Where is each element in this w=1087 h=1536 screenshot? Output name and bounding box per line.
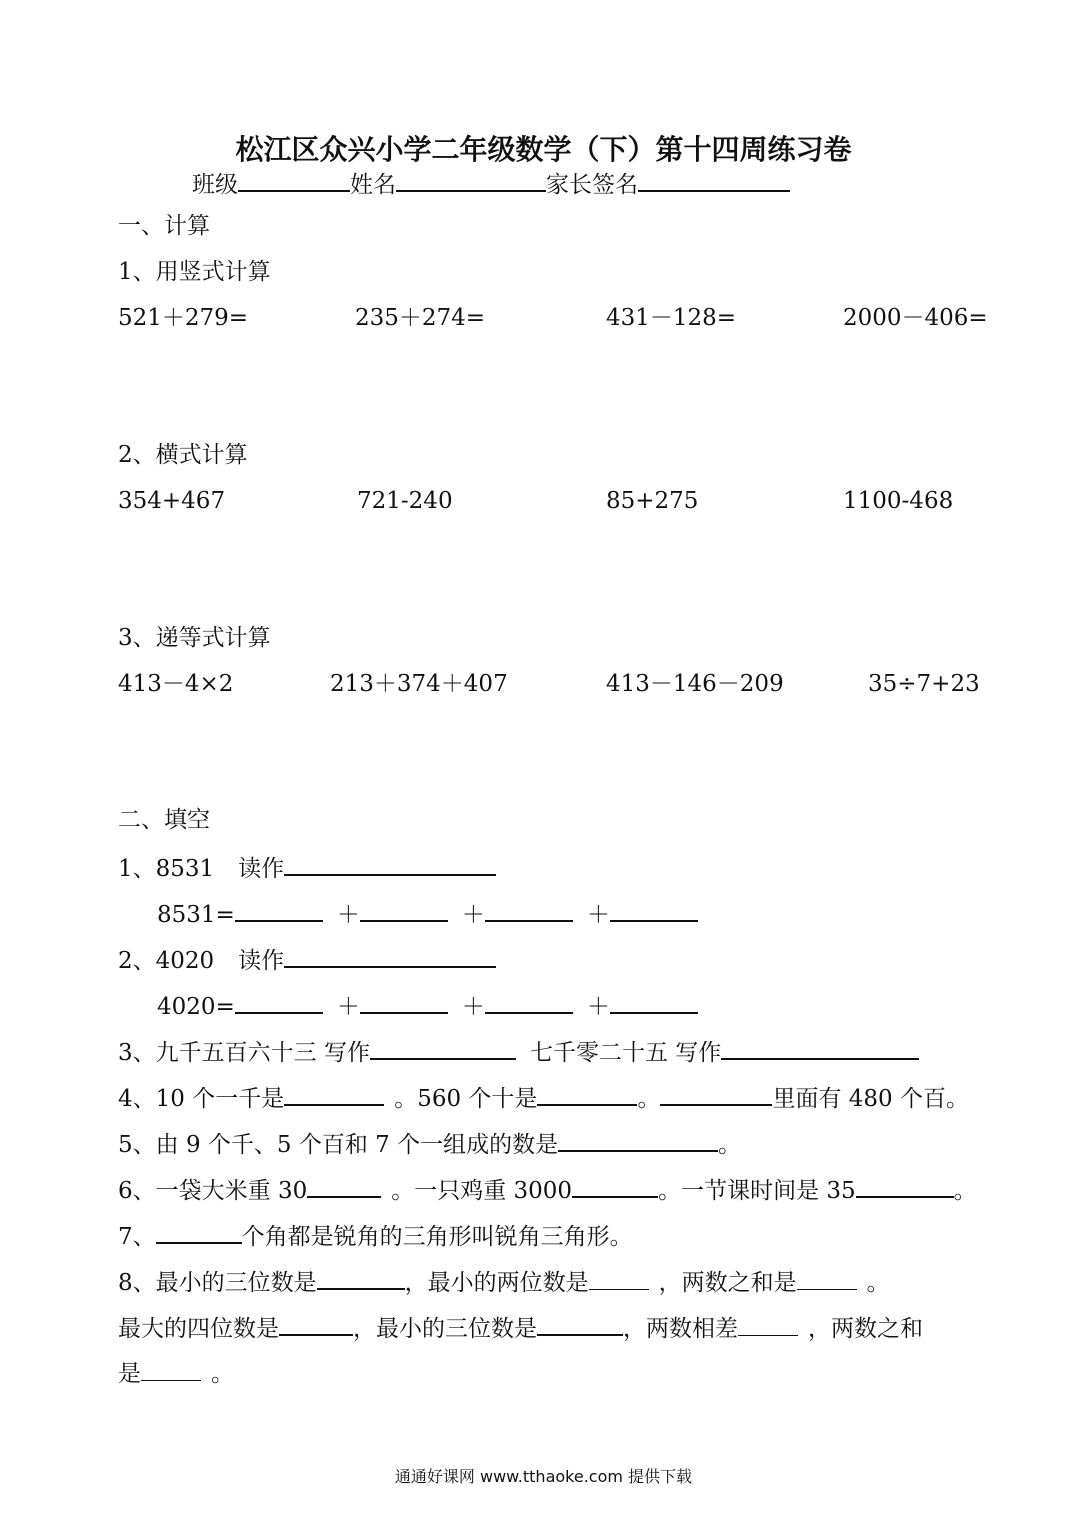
class-label: 班级 <box>192 172 238 198</box>
fill-8-text: ，最小的两位数是 <box>404 1270 589 1296</box>
plus-sign: ＋ <box>461 902 485 928</box>
q2-item: 354+467 <box>118 488 226 514</box>
fill-8-text: ，两数之和 <box>808 1316 923 1342</box>
plus-sign: ＋ <box>461 994 485 1020</box>
fill-1-read <box>118 852 496 883</box>
fill-8-text: 。 <box>211 1361 234 1387</box>
fill-8-text: ，两数相差 <box>623 1316 738 1342</box>
q3-item: 413－4×2 <box>118 671 234 697</box>
fill-2-number: 2、4020 <box>118 948 215 974</box>
answer-blank[interactable] <box>572 1174 658 1198</box>
fill-8 <box>118 1266 890 1297</box>
answer-blank[interactable] <box>738 1313 798 1336</box>
answer-blank[interactable] <box>141 1358 201 1381</box>
q3-item: 213＋374＋407 <box>330 671 508 697</box>
fill-2-expand <box>157 990 698 1021</box>
fill-8-text: 8、最小的三位数是 <box>118 1270 317 1296</box>
plus-sign: ＋ <box>336 902 360 928</box>
q2-item: 1100-468 <box>843 488 954 514</box>
fill-7 <box>118 1220 633 1251</box>
plus-sign: ＋ <box>586 994 610 1020</box>
fill-1-number: 1、8531 <box>118 856 215 882</box>
answer-blank[interactable] <box>610 990 698 1014</box>
name-blank[interactable] <box>396 168 546 192</box>
page-title: 松江区众兴小学二年级数学（下）第十四周练习卷 <box>235 133 852 166</box>
name-label: 姓名 <box>350 172 396 198</box>
answer-blank[interactable] <box>610 898 698 922</box>
answer-blank[interactable] <box>485 990 573 1014</box>
fill-2-eq: 4020= <box>157 994 235 1020</box>
parent-sign-label: 家长签名 <box>546 172 638 198</box>
q1-item: 2000－406= <box>843 305 988 331</box>
fill-5-text: 5、由 9 个千、5 个百和 7 个一组成的数是 <box>118 1132 559 1158</box>
plus-sign: ＋ <box>586 902 610 928</box>
fill-6-text: 。一只鸡重 3000 <box>391 1178 573 1204</box>
answer-blank[interactable] <box>537 1312 623 1336</box>
answer-blank[interactable] <box>589 1267 649 1290</box>
answer-blank[interactable] <box>660 1082 772 1106</box>
answer-blank[interactable] <box>797 1267 857 1290</box>
answer-blank[interactable] <box>721 1036 919 1060</box>
section2-heading: 二、填空 <box>118 807 210 833</box>
answer-blank[interactable] <box>537 1082 637 1106</box>
answer-blank[interactable] <box>360 898 448 922</box>
answer-blank[interactable] <box>307 1174 381 1198</box>
q3-item: 35÷7+23 <box>868 671 980 697</box>
fill-1-read-label: 读作 <box>238 856 285 882</box>
q2-item: 721-240 <box>357 488 453 514</box>
fill-7-text: 个角都是锐角的三角形叫锐角三角形。 <box>241 1224 633 1250</box>
q2-item: 85+275 <box>606 488 699 514</box>
fill-2-read-label: 读作 <box>238 948 285 974</box>
fill-3 <box>118 1036 919 1067</box>
answer-blank[interactable] <box>317 1266 405 1290</box>
info-line <box>192 168 790 199</box>
q1-heading: 1、用竖式计算 <box>118 259 271 285</box>
fill-3-text: 七千零二十五 写作 <box>529 1040 722 1066</box>
fill-8-text: ，两数之和是 <box>658 1270 797 1296</box>
fill-8-text: 最大的四位数是 <box>118 1316 279 1342</box>
answer-blank[interactable] <box>279 1312 353 1336</box>
answer-blank[interactable] <box>284 944 496 968</box>
fill-7-text: 7、 <box>118 1224 156 1250</box>
fill-6-text: 6、一袋大米重 30 <box>118 1178 308 1204</box>
q1-item: 521＋279= <box>118 305 249 331</box>
fill-8-text: ，最小的三位数是 <box>353 1316 537 1342</box>
q2-heading: 2、横式计算 <box>118 442 248 468</box>
fill-4-text: 里面有 480 个百。 <box>772 1086 969 1112</box>
fill-8-text: 。 <box>866 1270 890 1296</box>
answer-blank[interactable] <box>235 990 323 1014</box>
footer-credit: 通通好课网 www.tthaoke.com 提供下载 <box>394 1467 693 1486</box>
class-blank[interactable] <box>238 168 350 192</box>
fill-1-expand <box>157 898 698 929</box>
fill-5-text: 。 <box>718 1132 742 1158</box>
fill-4 <box>118 1082 969 1113</box>
answer-blank[interactable] <box>856 1174 954 1198</box>
answer-blank[interactable] <box>558 1128 718 1152</box>
fill-3-text: 3、九千五百六十三 写作 <box>118 1040 370 1066</box>
fill-2-read <box>118 944 496 975</box>
fill-4-text: 。560 个十是 <box>394 1086 538 1112</box>
answer-blank[interactable] <box>284 1082 384 1106</box>
fill-8-text: 是 <box>118 1361 141 1387</box>
answer-blank[interactable] <box>485 898 573 922</box>
q1-item: 431－128= <box>606 305 737 331</box>
plus-sign: ＋ <box>336 994 360 1020</box>
fill-6-text: 。 <box>953 1178 977 1204</box>
fill-4-text: 。 <box>637 1086 661 1112</box>
fill-1-eq: 8531= <box>157 902 235 928</box>
fill-5 <box>118 1128 741 1159</box>
answer-blank[interactable] <box>156 1220 242 1244</box>
q3-item: 413－146－209 <box>606 671 784 697</box>
section1-heading: 一、计算 <box>118 213 210 239</box>
answer-blank[interactable] <box>284 852 496 876</box>
fill-6-text: 。一节课时间是 35 <box>658 1178 856 1204</box>
fill-8-line3 <box>118 1358 234 1388</box>
fill-6 <box>118 1174 977 1205</box>
answer-blank[interactable] <box>360 990 448 1014</box>
fill-4-text: 4、10 个一千是 <box>118 1086 285 1112</box>
fill-8-line2 <box>118 1312 923 1343</box>
answer-blank[interactable] <box>370 1036 516 1060</box>
answer-blank[interactable] <box>235 898 323 922</box>
parent-sign-blank[interactable] <box>638 168 790 192</box>
q1-item: 235＋274= <box>355 305 486 331</box>
q3-heading: 3、递等式计算 <box>118 625 271 651</box>
